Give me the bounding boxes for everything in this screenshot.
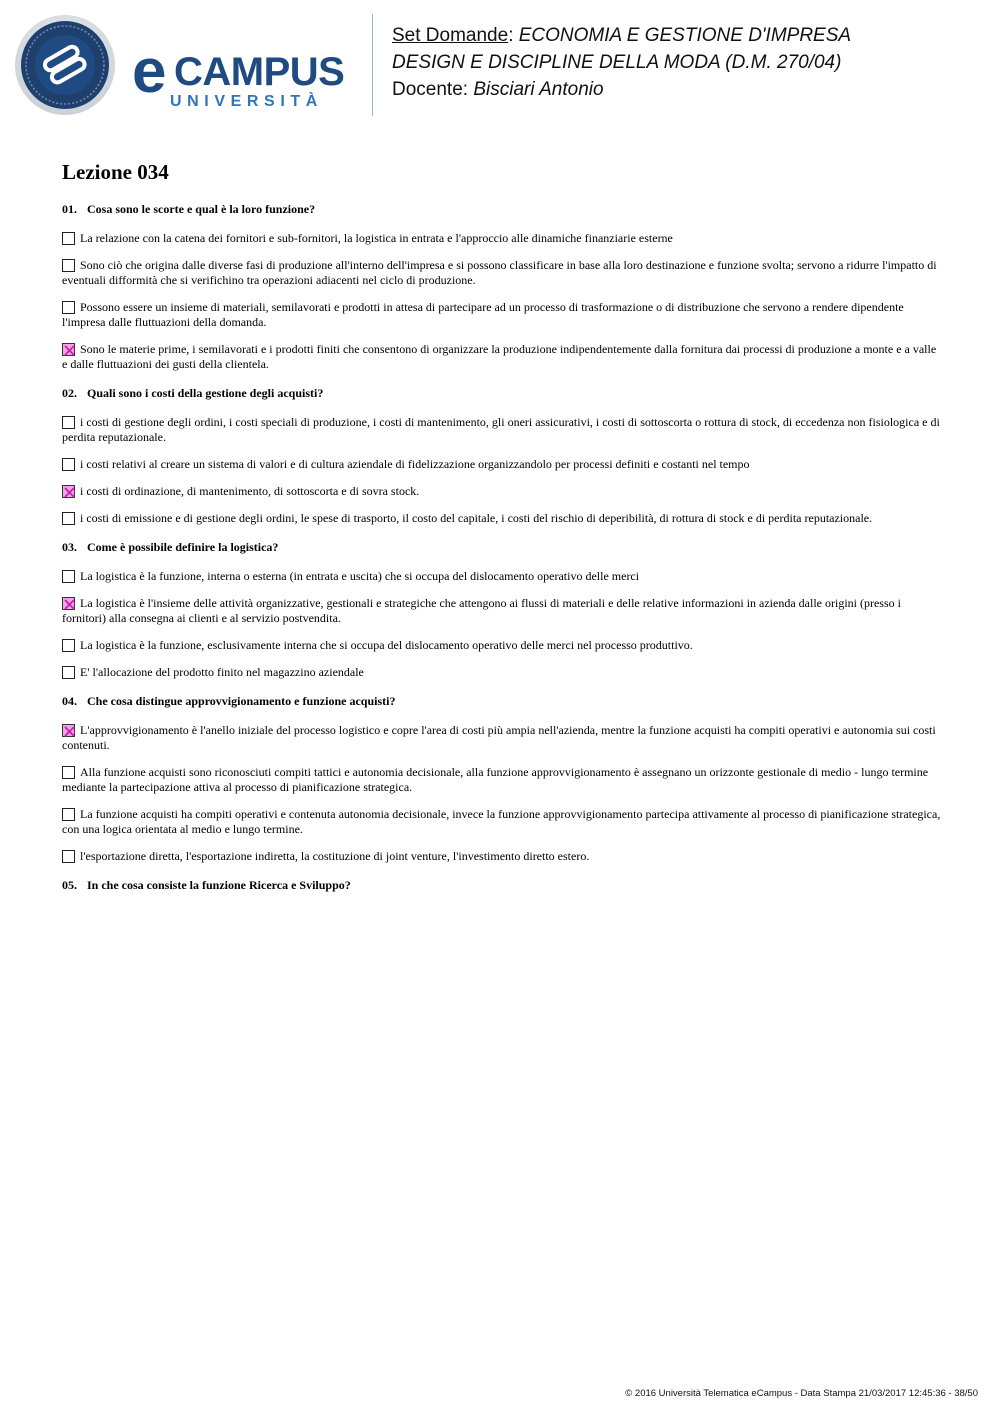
question-list	[62, 202, 942, 907]
answer-text: Possono essere un insieme di materiali, semilavorati e prodotti in attesa di partecipare ad un processo di trasformazione o di distribuzione che servono a rendere dipendente l'impresa dalle fluttuazioni della domanda.	[62, 300, 904, 329]
question-block	[62, 540, 942, 680]
answer-text: Sono le materie prime, i semilavorati e i prodotti finiti che consentono di organizzare la produzione indipendentemente dalla fornitura dai processi di produzione a monte e a valle e dalle fluttuazioni dei gusti della clientela.	[62, 342, 937, 371]
empty-checkbox[interactable]	[62, 301, 75, 314]
answer-option	[62, 723, 942, 753]
header-course-info	[392, 22, 851, 103]
x-mark-icon	[63, 486, 76, 499]
empty-checkbox[interactable]	[62, 850, 75, 863]
empty-checkbox[interactable]	[62, 570, 75, 583]
teacher-name: Bisciari Antonio	[473, 79, 604, 100]
empty-checkbox[interactable]	[62, 639, 75, 652]
answer-option	[62, 300, 942, 330]
question-block	[62, 878, 942, 893]
checked-checkbox[interactable]	[62, 724, 75, 737]
course-line-1: Set Domande: ECONOMIA E GESTIONE D'IMPRESA	[392, 25, 852, 46]
answer-text: La logistica è la funzione, interna o esterna (in entrata e uscita) che si occupa del dislocamento operativo delle merci	[80, 569, 640, 583]
ecampus-seal-icon	[14, 14, 116, 116]
answer-option	[62, 596, 942, 626]
page-footer: © 2016 Università Telematica eCampus - Data Stampa 21/03/2017 12:45:36 - 38/50	[625, 1388, 978, 1399]
answer-option	[62, 231, 942, 246]
checked-checkbox[interactable]	[62, 597, 75, 610]
question-number: 01.	[62, 202, 77, 216]
question-block	[62, 386, 942, 526]
answer-text: La funzione acquisti ha compiti operativi e contenuta autonomia decisionale, invece la funzione approvvigionamento partecipa attivamente al processo di pianificazione strategica, con una logica orientata al medio e lungo termine.	[62, 807, 941, 836]
question-block	[62, 694, 942, 864]
empty-checkbox[interactable]	[62, 766, 75, 779]
question-title	[62, 386, 942, 401]
question-text: In che cosa consiste la funzione Ricerca e Sviluppo?	[87, 878, 351, 892]
question-number: 05.	[62, 878, 77, 892]
answer-text: i costi di ordinazione, di mantenimento, di sottoscorta e di sovra stock.	[80, 484, 420, 498]
question-block	[62, 202, 942, 372]
brand-e-letter: e	[132, 37, 165, 106]
answer-option	[62, 765, 942, 795]
question-number: 02.	[62, 386, 77, 400]
empty-checkbox[interactable]	[62, 232, 75, 245]
brand-subtitle: UNIVERSITÀ	[170, 93, 323, 110]
question-text: Cosa sono le scorte e qual è la loro funzione?	[87, 202, 316, 216]
header-divider	[372, 14, 373, 116]
checked-checkbox[interactable]	[62, 485, 75, 498]
answer-option	[62, 511, 942, 526]
empty-checkbox[interactable]	[62, 458, 75, 471]
answer-option	[62, 415, 942, 445]
empty-checkbox[interactable]	[62, 259, 75, 272]
answer-text: Alla funzione acquisti sono riconosciuti compiti tattici e autonomia decisionale, alla funzione approvvigionamento è assegnano un orizzonte gestionale di medio - lungo termine mediante la partecipazione attiva al processo di pianificazione strategica.	[62, 765, 929, 794]
question-text: Quali sono i costi della gestione degli acquisti?	[87, 386, 324, 400]
answer-option	[62, 849, 942, 864]
question-title	[62, 202, 942, 217]
set-label: Set Domande	[392, 25, 509, 46]
answer-option	[62, 665, 942, 680]
question-number: 04.	[62, 694, 77, 708]
question-title	[62, 694, 942, 709]
answer-text: i costi di gestione degli ordini, i costi speciali di produzione, i costi di mantenimento, gli oneri assicurativi, i costi di sottoscorta o rottura di stock, di eccedenza non fisiologica e di perdita reputazionale.	[62, 415, 940, 444]
answer-text: i costi di emissione e di gestione degli ordini, le spese di trasporto, il costo del capitale, i costi del rischio di deperibilità, di rottura di stock e di perdita reputazionale.	[80, 511, 873, 525]
empty-checkbox[interactable]	[62, 666, 75, 679]
answer-option	[62, 342, 942, 372]
answer-option	[62, 638, 942, 653]
answer-text: Sono ciò che origina dalle diverse fasi di produzione all'interno dell'impresa e si possono classificare in base alla loro destinazione e funzione svolta; servono a ridurre l'impatto di eventuali difformità che si verifichino tra operazioni adiacenti nel ciclo di produzione.	[62, 258, 937, 287]
question-title	[62, 540, 942, 555]
question-number: 03.	[62, 540, 77, 554]
course-name-2: DESIGN E DISCIPLINE DELLA MODA (D.M. 270/04)	[392, 52, 842, 73]
x-mark-icon	[63, 598, 76, 611]
answer-option	[62, 569, 942, 584]
answer-text: La logistica è la funzione, esclusivamente interna che si occupa del dislocamento operativo delle merci nel processo produttivo.	[80, 638, 693, 652]
empty-checkbox[interactable]	[62, 416, 75, 429]
checked-checkbox[interactable]	[62, 343, 75, 356]
brand-name: CAMPUS	[174, 50, 345, 94]
question-title	[62, 878, 942, 893]
ecampus-logo	[14, 14, 359, 116]
answer-text: L'approvvigionamento è l'anello iniziale del processo logistico e copre l'area di costi più ampia nell'azienda, mentre la funzione acquisti ha compiti operativi e autonomia sui costi contenuti.	[62, 723, 936, 752]
x-mark-icon	[63, 725, 76, 738]
teacher-label: Docente:	[392, 79, 474, 100]
answer-option	[62, 484, 942, 499]
x-mark-icon	[63, 344, 76, 357]
course-line-2	[392, 49, 851, 76]
answer-text: i costi relativi al creare un sistema di valori e di cultura aziendale di fidelizzazione organizzandolo per processi definiti e costanti nel tempo	[80, 457, 750, 471]
question-text: Come è possibile definire la logistica?	[87, 540, 279, 554]
question-text: Che cosa distingue approvvigionamento e funzione acquisti?	[87, 694, 396, 708]
teacher-line	[392, 76, 851, 103]
empty-checkbox[interactable]	[62, 512, 75, 525]
answer-text: E' l'allocazione del prodotto finito nel magazzino aziendale	[80, 665, 364, 679]
answer-option	[62, 258, 942, 288]
answer-text: l'esportazione diretta, l'esportazione indiretta, la costituzione di joint venture, l'investimento diretto estero.	[80, 849, 590, 863]
course-name-1: ECONOMIA E GESTIONE D'IMPRESA	[518, 25, 852, 46]
empty-checkbox[interactable]	[62, 808, 75, 821]
answer-option	[62, 807, 942, 837]
answer-text: La logistica è l'insieme delle attività organizzative, gestionali e strategiche che attengono ai flussi di materiali e delle relative informazioni in azienda dalle origini (presso i fornitori) alla consegna ai clienti e al servizio postvendita.	[62, 596, 901, 625]
answer-text: La relazione con la catena dei fornitori e sub-fornitori, la logistica in entrata e l'approccio alle dinamiche finanziarie esterne	[80, 231, 673, 245]
answer-option	[62, 457, 942, 472]
lesson-title: Lezione 034	[62, 160, 169, 184]
